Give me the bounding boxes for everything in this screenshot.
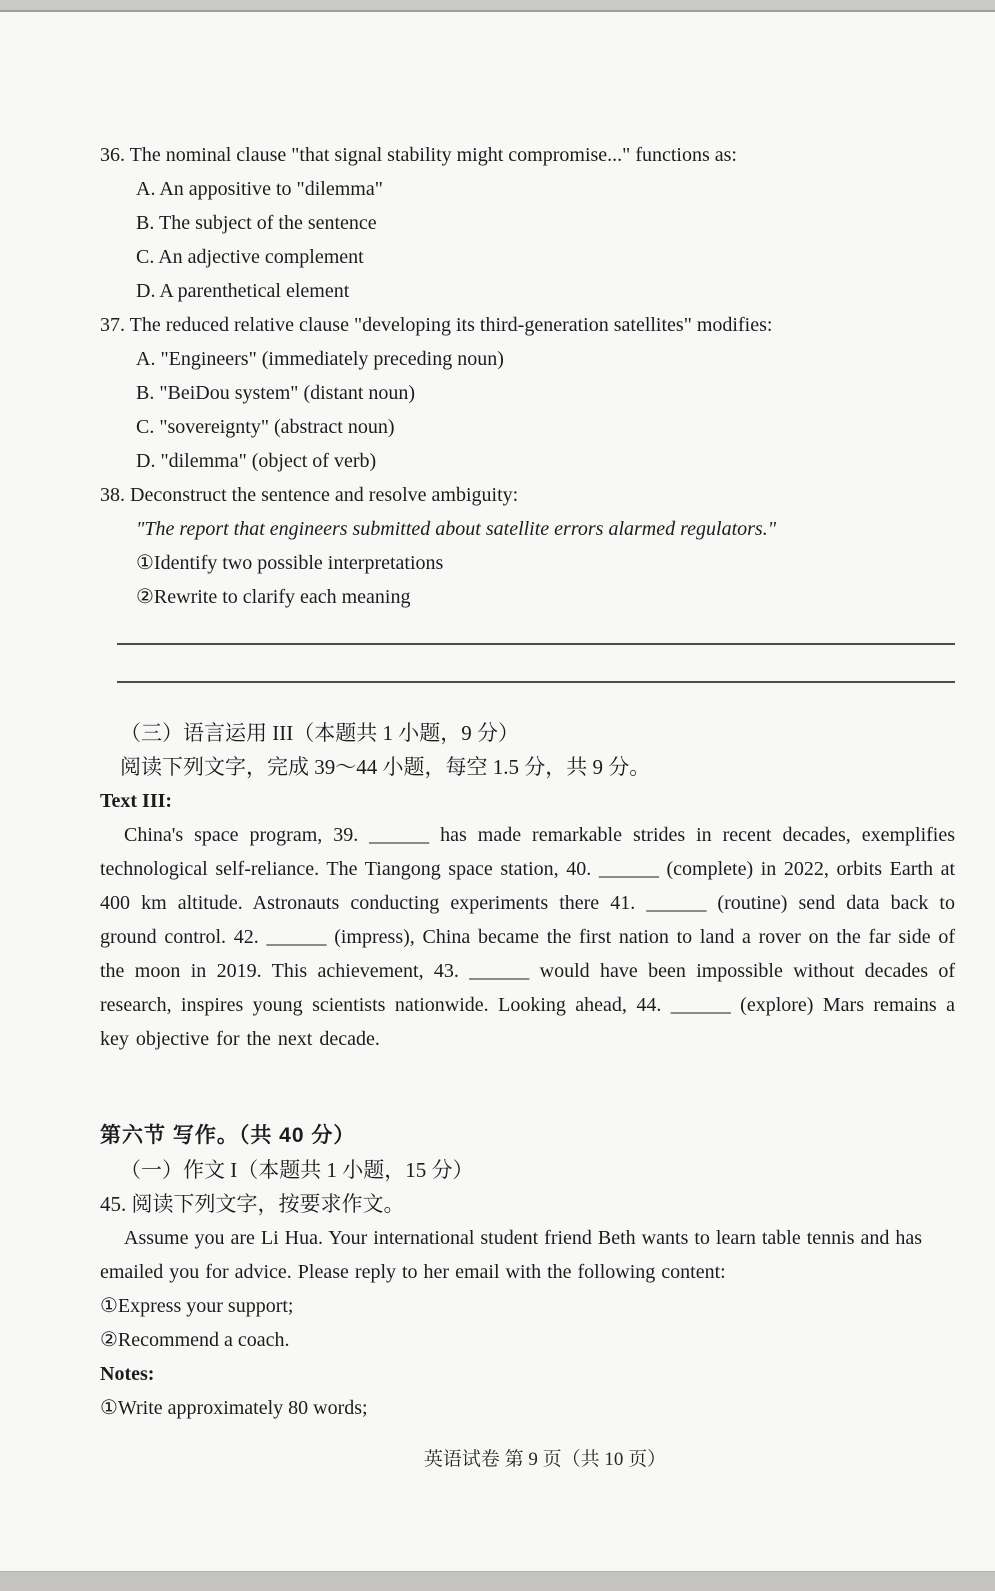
question-option: D. "dilemma" (object of verb) [136, 450, 377, 472]
page-footer: 英语试卷 第 9 页（共 10 页） [423, 1449, 667, 1470]
question-stem: 38. Deconstruct the sentence and resolve ambiguity: [100, 484, 519, 506]
top-scan-bar [0, 0, 995, 12]
writing-section-heading: 第六节 写作。（共 40 分） [100, 1124, 356, 1147]
notes-label: Notes: [100, 1363, 155, 1385]
question-option: C. "sovereignty" (abstract noun) [136, 416, 395, 438]
answer-blank-line [117, 643, 955, 645]
cloze-paragraph: China's space program, 39. ______ has made remarkable strides in recent decades, exemplifies technological self-reliance. The Tiangong space station, 40. ______ (complete) in 2022, orbits Earth at 400 km altitude. Astronauts conducting experiments there 41. ______ (routine) send data back to ground control. 42. ______ (impress), China became the first nation to land a rover on the far side of the moon in 2019. This achievement, 43. ______ would have been impossible without decades of research, inspires young scientists nationwide. Looking ahead, 44. ______ (explore) Mars remains a key objective for the next decade. [100, 824, 955, 1050]
section-language-use [100, 716, 955, 1056]
section-instruction: 阅读下列文字，完成 39～44 小题，每空 1.5 分，共 9 分。 [120, 755, 651, 779]
question-task: ②Rewrite to clarify each meaning [136, 586, 411, 608]
answer-blank-line [117, 681, 955, 683]
question-36 [100, 138, 955, 308]
page-content [0, 12, 995, 1425]
question-38 [100, 478, 955, 683]
writing-task-line: 45. 阅读下列文字，按要求作文。 [100, 1192, 405, 1216]
question-stem: 36. The nominal clause "that signal stability might compromise..." functions as: [100, 144, 737, 166]
section-heading: （三）语言运用 III（本题共 1 小题，9 分） [120, 721, 519, 745]
writing-prompt: Assume you are Li Hua. Your international student friend Beth wants to learn table tennis and has emailed you for advice. Please reply to her email with the following content: [100, 1227, 923, 1283]
bottom-scan-bar [0, 1571, 995, 1591]
text-iii-label: Text III: [100, 790, 173, 812]
question-option: B. "BeiDou system" (distant noun) [136, 382, 416, 404]
question-task: ①Identify two possible interpretations [136, 552, 444, 574]
quoted-sentence: "The report that engineers submitted about satellite errors alarmed regulators." [136, 518, 777, 540]
question-option: A. "Engineers" (immediately preceding noun) [136, 348, 504, 370]
writing-content-item: ②Recommend a coach. [100, 1329, 290, 1351]
writing-sub-heading: （一）作文 I（本题共 1 小题，15 分） [120, 1158, 474, 1182]
question-option: D. A parenthetical element [136, 280, 350, 302]
question-stem: 37. The reduced relative clause "developing its third-generation satellites" modifies: [100, 314, 773, 336]
question-option: C. An adjective complement [136, 246, 364, 268]
question-option: A. An appositive to "dilemma" [136, 178, 383, 200]
notes-item: ①Write approximately 80 words; [100, 1397, 368, 1419]
question-option: B. The subject of the sentence [136, 212, 377, 234]
writing-content-item: ①Express your support; [100, 1295, 294, 1317]
section-writing [100, 1119, 955, 1425]
question-37 [100, 308, 955, 478]
